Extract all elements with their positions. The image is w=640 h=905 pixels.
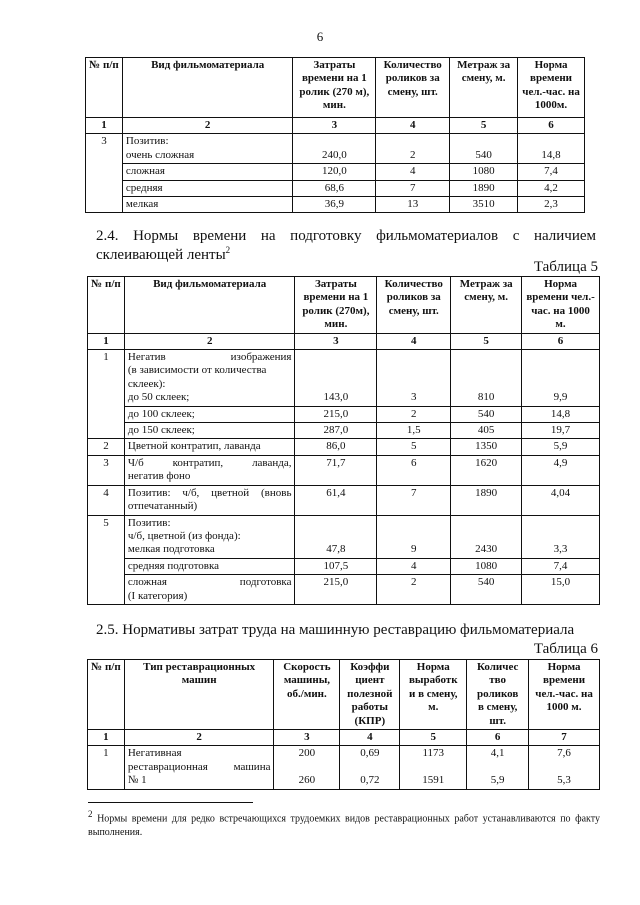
material-cell [122, 134, 293, 164]
count-cell: 7 [377, 485, 451, 515]
group-label-line: склеек): [127, 377, 166, 390]
colnum: 3 [274, 730, 340, 746]
section-heading-2-5: 2.5. Нормативы затрат труда на машинную реставрацию фильмоматериала [96, 622, 575, 638]
table-row [88, 406, 600, 422]
meter-cell: 810 [451, 350, 522, 407]
time-cell: 36,9 [293, 197, 376, 213]
header-norm: Норма времени чел.-час. на 1000 м. [529, 660, 600, 730]
material-name-line: Ч/б контратип, лаванда, [127, 456, 292, 469]
norm-cell: 4,9 [522, 455, 600, 485]
meter-cell: 1080 [450, 164, 518, 180]
count-cell: 7 [376, 180, 450, 196]
machine-name-line: Негативная [127, 747, 182, 760]
row-number: 2 [88, 439, 125, 455]
norm-cell: 14,8 [522, 406, 600, 422]
norm-cell: 14,8 [518, 134, 585, 164]
colnum: 4 [377, 333, 451, 349]
colnum: 7 [529, 730, 600, 746]
row-number: 4 [88, 485, 125, 515]
colnum: 2 [124, 730, 274, 746]
header-kpr: Коэффи циент полезной работы (КПР) [340, 660, 400, 730]
table-6 [87, 659, 600, 790]
count-cell: 6 [377, 455, 451, 485]
count-cell: 1,5 [377, 423, 451, 439]
header-count: Количество роликов за смену, шт. [376, 58, 450, 118]
time-cell: 120,0 [293, 164, 376, 180]
norm-cell: 7,4 [518, 164, 585, 180]
material-name-line: Позитив: ч/б, цветной (вновь [127, 486, 292, 499]
row-number: 3 [86, 134, 123, 213]
table-row [88, 746, 600, 789]
row-number: 1 [88, 746, 125, 789]
colnum: 1 [88, 730, 125, 746]
header-no: № п/п [88, 277, 125, 334]
table-row [88, 485, 600, 515]
count-cell: 4,1 5,9 [467, 746, 529, 789]
colnum: 5 [400, 730, 467, 746]
material-cell [124, 485, 295, 515]
table-row [86, 164, 585, 180]
colnum: 3 [295, 333, 377, 349]
header-norm: Норма времени чел.-час. на 1000 м. [522, 277, 600, 334]
row-number: 5 [88, 515, 125, 604]
section-title: 2.4. Нормы времени на подготовку фильмоматериалов с наличием склеивающей ленты [96, 228, 596, 263]
count-cell: 4 [376, 164, 450, 180]
header-output: Норма выработк и в смену, м. [400, 660, 467, 730]
material-name-line: (I категория) [127, 589, 188, 602]
machine-name-line: реставрационная машина [127, 760, 271, 773]
time-cell: 61,4 [295, 485, 377, 515]
material-name: средняя подготовка [124, 558, 295, 574]
colnum: 3 [293, 118, 376, 134]
table-row [88, 558, 600, 574]
meter-cell: 1080 [451, 558, 522, 574]
group-label-line: ч/б, цветной (из фонда): [127, 529, 241, 542]
material-name-line: негатив фоно [127, 470, 191, 483]
meter-cell: 1890 [450, 180, 518, 196]
header-time: Затраты времени на 1 ролик (270 м), мин. [293, 58, 376, 118]
material-name: мелкая [122, 197, 293, 213]
material-name: мелкая подготовка [127, 543, 215, 556]
group-label-line: Негатив изображения [127, 351, 292, 364]
table-row [88, 423, 600, 439]
table-row [88, 439, 600, 455]
colnum: 4 [340, 730, 400, 746]
norm-cell: 19,7 [522, 423, 600, 439]
header-machine-type: Тип реставрационных машин [124, 660, 274, 730]
meter-cell: 540 [451, 406, 522, 422]
page-number: 6 [316, 29, 324, 44]
footnote-divider [88, 802, 253, 803]
material-cell [124, 515, 295, 558]
norm-cell: 4,2 [518, 180, 585, 196]
table-row [86, 134, 585, 164]
meter-cell: 540 [451, 575, 522, 605]
material-name: Цветной контратип, лаванда [124, 439, 295, 455]
section-heading-2-4 [96, 227, 596, 264]
norm-cell: 5,9 [522, 439, 600, 455]
footnote-text: Нормы времени для редко встречающихся трудоемких видов реставрационных работ устанавливаются по факту выполнения. [88, 813, 601, 838]
header-meter: Метраж за смену, м. [450, 58, 518, 118]
time-cell: 143,0 [295, 350, 377, 407]
count-cell: 2 [376, 134, 450, 164]
material-name: до 100 склеек; [124, 406, 295, 422]
kpr-cell: 0,69 0,72 [340, 746, 400, 789]
colnum: 1 [86, 118, 123, 134]
footnote-mark: 2 [88, 809, 93, 819]
header-norm: Норма времени чел.-час. на 1000м. [518, 58, 585, 118]
output-cell: 1173 1591 [400, 746, 467, 789]
table-row [88, 575, 600, 605]
count-cell: 3 [377, 350, 451, 407]
machine-name-line: № 1 [127, 774, 147, 787]
colnum: 5 [451, 333, 522, 349]
header-no: № п/п [86, 58, 123, 118]
header-count: Количес тво роликов в смену, шт. [467, 660, 529, 730]
meter-cell: 2430 [451, 515, 522, 558]
machine-cell [124, 746, 274, 789]
material-cell [124, 350, 295, 407]
norm-cell: 7,6 5,3 [529, 746, 600, 789]
material-name: сложная подготовка [127, 576, 292, 589]
table-4 [85, 57, 585, 213]
header-material: Вид фильмоматериала [122, 58, 293, 118]
material-name: очень сложная [125, 148, 195, 161]
colnum: 2 [124, 333, 295, 349]
colnum: 1 [88, 333, 125, 349]
header-time: Затраты времени на 1 ролик (270м), мин. [295, 277, 377, 334]
footnote-ref: 2 [225, 245, 231, 255]
meter-cell: 1620 [451, 455, 522, 485]
time-cell: 71,7 [295, 455, 377, 485]
norm-cell: 9,9 [522, 350, 600, 407]
colnum: 6 [467, 730, 529, 746]
count-cell: 13 [376, 197, 450, 213]
table-row [88, 350, 600, 407]
material-name: сложная [122, 164, 293, 180]
table-6-caption: Таблица 6 [533, 641, 598, 657]
header-speed: Скорость машины, об./мин. [274, 660, 340, 730]
table-5 [87, 276, 600, 605]
colnum: 4 [376, 118, 450, 134]
row-number: 1 [88, 350, 125, 439]
norm-cell: 4,04 [522, 485, 600, 515]
material-cell [124, 575, 295, 605]
time-cell: 47,8 [295, 515, 377, 558]
time-cell: 287,0 [295, 423, 377, 439]
table-row [86, 197, 585, 213]
norm-cell: 7,4 [522, 558, 600, 574]
row-number: 3 [88, 455, 125, 485]
count-cell: 2 [377, 406, 451, 422]
material-name: до 150 склеек; [124, 423, 295, 439]
table-row [86, 180, 585, 196]
group-label: Позитив: [125, 135, 169, 148]
table-row [88, 515, 600, 558]
colnum: 2 [122, 118, 293, 134]
header-material: Вид фильмоматериала [124, 277, 295, 334]
footnote [88, 808, 600, 839]
time-cell: 107,5 [295, 558, 377, 574]
colnum: 6 [518, 118, 585, 134]
meter-cell: 1350 [451, 439, 522, 455]
meter-cell: 405 [451, 423, 522, 439]
time-cell: 68,6 [293, 180, 376, 196]
header-no: № п/п [88, 660, 125, 730]
time-cell: 240,0 [293, 134, 376, 164]
norm-cell: 15,0 [522, 575, 600, 605]
header-meter: Метраж за смену, м. [451, 277, 522, 334]
material-cell [124, 455, 295, 485]
header-count: Количество роликов за смену, шт. [377, 277, 451, 334]
group-label-line: Позитив: [127, 516, 171, 529]
time-cell: 86,0 [295, 439, 377, 455]
group-label-line: (в зависимости от количества [127, 364, 267, 377]
norm-cell: 3,3 [522, 515, 600, 558]
count-cell: 5 [377, 439, 451, 455]
table-5-caption: Таблица 5 [533, 259, 598, 275]
colnum: 6 [522, 333, 600, 349]
time-cell: 215,0 [295, 406, 377, 422]
material-name: до 50 склеек; [127, 391, 190, 404]
material-name-line: отпечатанный) [127, 500, 198, 513]
count-cell: 2 [377, 575, 451, 605]
time-cell: 215,0 [295, 575, 377, 605]
colnum: 5 [450, 118, 518, 134]
meter-cell: 540 [450, 134, 518, 164]
count-cell: 9 [377, 515, 451, 558]
norm-cell: 2,3 [518, 197, 585, 213]
meter-cell: 1890 [451, 485, 522, 515]
material-name: средняя [122, 180, 293, 196]
count-cell: 4 [377, 558, 451, 574]
meter-cell: 3510 [450, 197, 518, 213]
table-row [88, 455, 600, 485]
speed-cell: 200 260 [274, 746, 340, 789]
